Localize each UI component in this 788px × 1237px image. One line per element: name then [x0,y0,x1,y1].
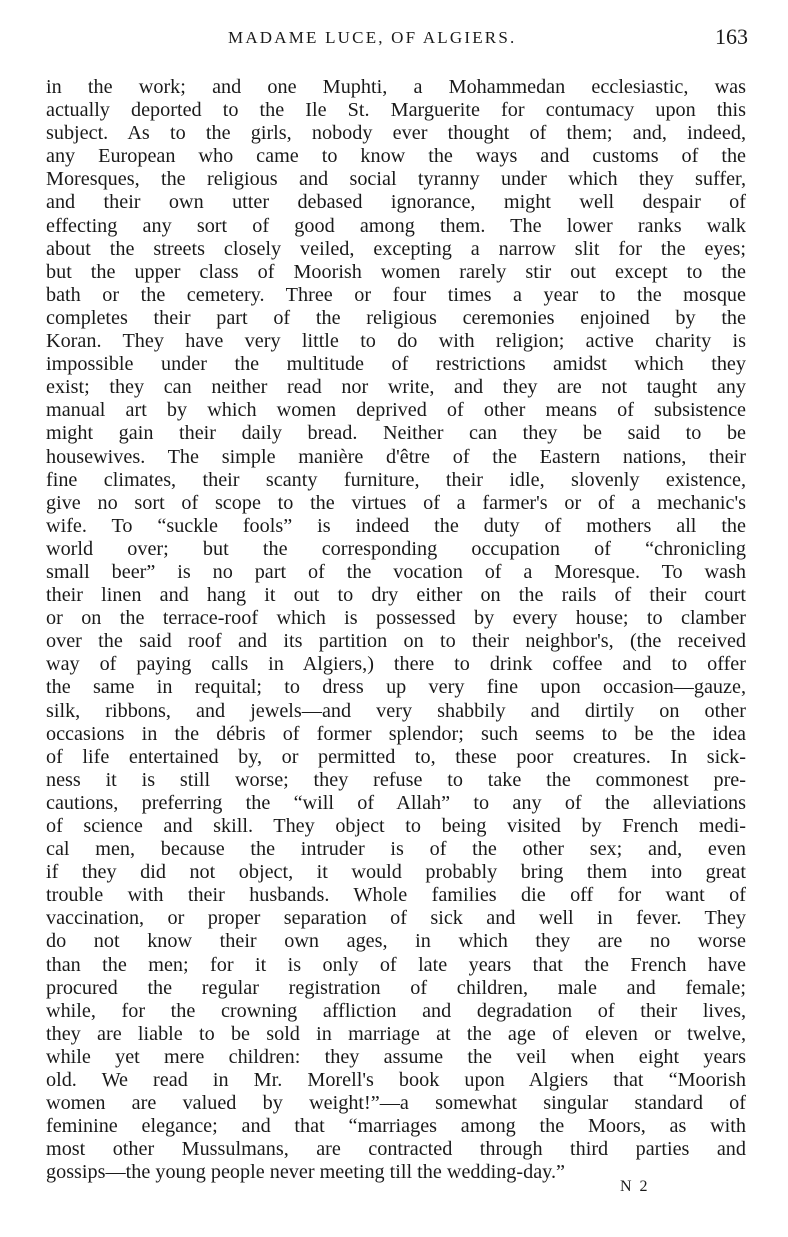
text-line: occasions in the débris of former splendor; such seems to be the idea [46,722,746,745]
running-title: MADAME LUCE, OF ALGIERS. [228,28,517,47]
text-line: silk, ribbons, and jewels—and very shabbily and dirtily on other [46,699,746,722]
text-line: gossips—the young people never meeting till the wedding-day.” [46,1161,565,1184]
text-line: procured the regular registration of children, male and female; [46,976,746,999]
text-line: and their own utter debased ignorance, might well despair of [46,191,746,214]
text-line: while, for the crowning affliction and degradation of their lives, [46,999,746,1022]
text-line: fine climates, their scanty furniture, their idle, slovenly existence, [46,468,746,491]
text-line: any European who came to know the ways and customs of the [46,145,746,168]
text-line: do not know their own ages, in which they are no worse [46,930,746,953]
page-number: 163 [715,24,748,49]
text-line: actually deported to the Ile St. Marguerite for contumacy upon this [46,99,746,122]
text-line: their linen and hang it out to dry either on the rails of their court [46,584,746,607]
body-text [46,76,746,1185]
text-line: about the streets closely veiled, excepting a narrow slit for the eyes; [46,237,746,260]
text-line: if they did not object, it would probably bring them into great [46,861,746,884]
text-line: or on the terrace-roof which is possessed by every house; to clamber [46,607,746,630]
text-line: Koran. They have very little to do with religion; active charity is [46,330,746,353]
text-line: vaccination, or proper separation of sick and well in fever. They [46,907,746,930]
text-line: effecting any sort of good among them. The lower ranks walk [46,214,746,237]
text-line: cal men, because the intruder is of the other sex; and, even [46,838,746,861]
text-line: they are liable to be sold in marriage at the age of eleven or twelve, [46,1022,746,1045]
text-line: world over; but the corresponding occupation of “chronicling [46,537,746,560]
text-line: ness it is still worse; they refuse to take the commonest pre- [46,768,746,791]
signature-mark: N 2 [620,1178,650,1195]
text-line: feminine elegance; and that “marriages among the Moors, as with [46,1115,746,1138]
text-line: women are valued by weight!”—a somewhat singular standard of [46,1092,746,1115]
text-line: the same in requital; to dress up very fine upon occasion—gauze, [46,676,746,699]
text-line: completes their part of the religious ceremonies enjoined by the [46,306,746,329]
running-head [0,26,788,54]
text-line: than the men; for it is only of late years that the French have [46,953,746,976]
text-line: trouble with their husbands. Whole families die off for want of [46,884,746,907]
text-line: subject. As to the girls, nobody ever thought of them; and, indeed, [46,122,746,145]
text-line: while yet mere children: they assume the veil when eight years [46,1045,746,1068]
text-line: impossible under the multitude of restrictions amidst which they [46,353,746,376]
text-line: wife. To “suckle fools” is indeed the duty of mothers all the [46,514,746,537]
text-line: of life entertained by, or permitted to, these poor creatures. In sick- [46,745,746,768]
text-line: old. We read in Mr. Morell's book upon Algiers that “Moorish [46,1069,746,1092]
text-line: bath or the cemetery. Three or four times a year to the mosque [46,283,746,306]
text-line: of science and skill. They object to being visited by French medi- [46,815,746,837]
text-line: might gain their daily bread. Neither can they be said to be [46,422,746,445]
text-line: give no sort of scope to the virtues of a farmer's or of a mechanic's [46,491,746,514]
text-line: Moresques, the religious and social tyranny under which they suffer, [46,168,746,191]
text-line: exist; they can neither read nor write, and they are not taught any [46,376,746,399]
text-line: manual art by which women deprived of other means of subsistence [46,399,746,422]
text-line: but the upper class of Moorish women rarely stir out except to the [46,260,746,283]
text-line: cautions, preferring the “will of Allah” to any of the alleviations [46,791,746,814]
text-line: in the work; and one Muphti, a Mohammedan ecclesiastic, was [46,76,746,98]
text-line: over the said roof and its partition on to their neighbor's, (the received [46,630,746,653]
text-line: housewives. The simple manière d'être of the Eastern nations, their [46,445,746,468]
text-line: small beer” is no part of the vocation of a Moresque. To wash [46,560,746,583]
text-line: way of paying calls in Algiers,) there to drink coffee and to offer [46,653,746,676]
text-line: most other Mussulmans, are contracted through third parties and [46,1138,746,1161]
